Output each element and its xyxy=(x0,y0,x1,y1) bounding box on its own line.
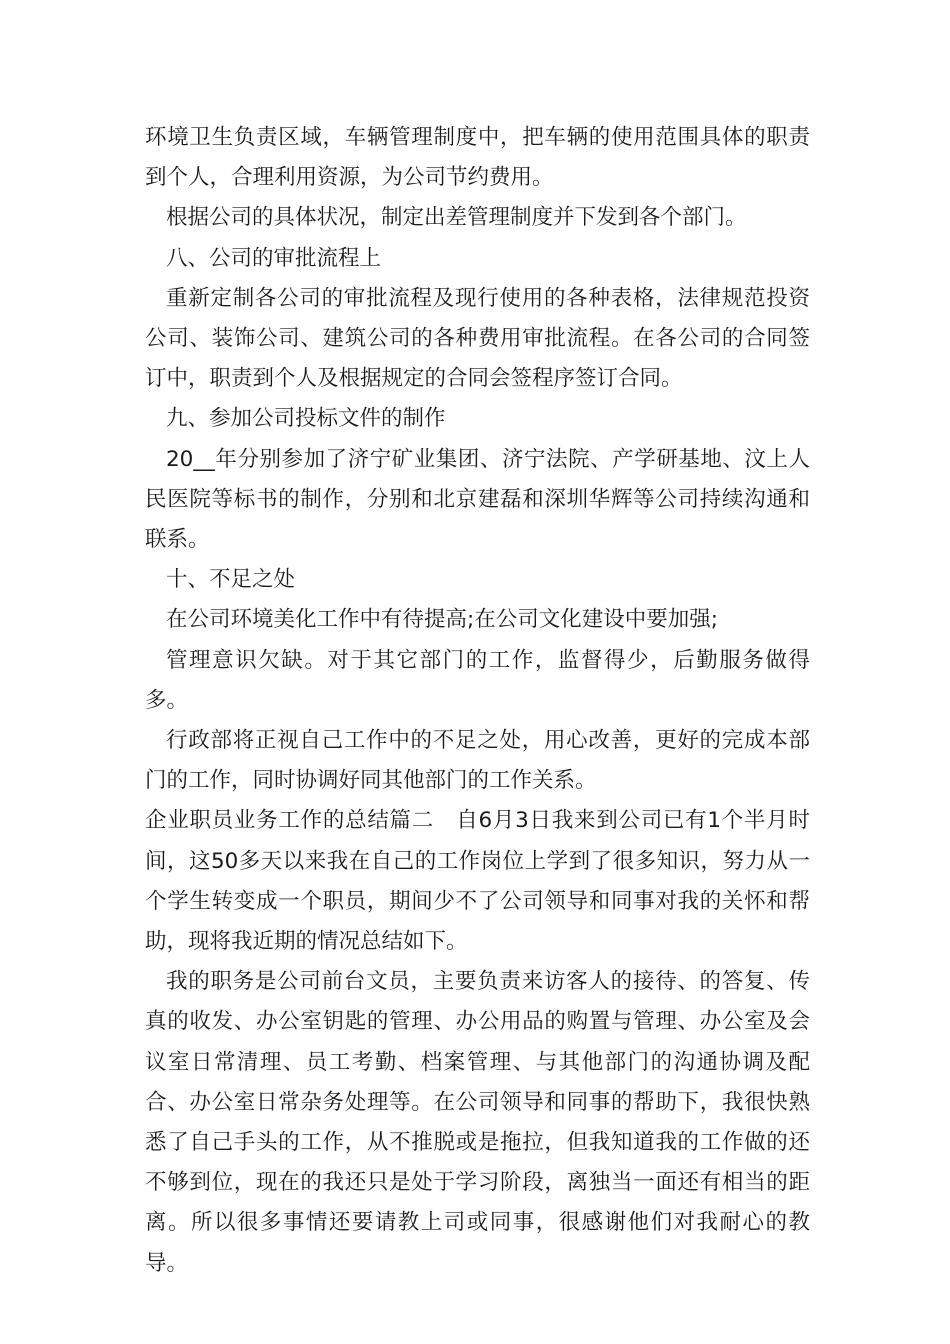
paragraph-shortcoming-management: 管理意识欠缺。对于其它部门的工作，监督得少，后勤服务做得多。 xyxy=(145,647,810,713)
heading-shortcomings: 十、不足之处 xyxy=(166,567,296,593)
heading-approval-process: 八、公司的审批流程上 xyxy=(166,245,382,271)
paragraph-vehicle-management: 环境卫生负责区域，车辆管理制度中，把车辆的使用范围具体的职责到个人，合理利用资源，为公司节约费用。 xyxy=(145,125,810,191)
paragraph-part-two-intro: 企业职员业务工作的总结篇二 自6月3日我来到公司已有1个半月时间，这50多天以来我在自己的工作岗位上学到了很多知识，努力从一个学生转变成一个职员，期间少不了公司领导和同事对我的关怀和帮助，现将我近期的情况总结如下。 xyxy=(145,808,810,955)
paragraph-improvement: 行政部将正视自己工作中的不足之处，用心改善，更好的完成本部门的工作，同时协调好同其他部门的工作关系。 xyxy=(145,728,810,794)
paragraph-travel-policy: 根据公司的具体状况，制定出差管理制度并下发到各个部门。 xyxy=(166,205,747,231)
paragraph-approval-process: 重新定制各公司的审批流程及现行使用的各种表格，法律规范投资公司、装饰公司、建筑公司的各种费用审批流程。在各公司的合同签订中，职责到个人及根据规定的合同会签程序签订合同。 xyxy=(145,285,810,392)
paragraph-bidding-documents: 20__年分别参加了济宁矿业集团、济宁法院、产学研基地、汶上人民医院等标书的制作，分别和北京建磊和深圳华辉等公司持续沟通和联系。 xyxy=(145,446,810,553)
document-body xyxy=(145,118,810,1284)
paragraph-job-duties: 我的职务是公司前台文员，主要负责来访客人的接待、的答复、传真的收发、办公室钥匙的管理、办公用品的购置与管理、办公室及会议室日常清理、员工考勤、档案管理、与其他部门的沟通协调及配合、办公室日常杂务处理等。在公司领导和同事的帮助下，我很快熟悉了自己手头的工作，从不推脱或是拖拉，但我知道我的工作做的还不够到位，现在的我还只是处于学习阶段，离独当一面还有相当的距离。所以很多事情还要请教上司或同事，很感谢他们对我耐心的教导。 xyxy=(145,969,810,1276)
heading-bidding-documents: 九、参加公司投标文件的制作 xyxy=(166,406,446,432)
paragraph-shortcoming-environment: 在公司环境美化工作中有待提高;在公司文化建设中要加强; xyxy=(166,607,718,633)
